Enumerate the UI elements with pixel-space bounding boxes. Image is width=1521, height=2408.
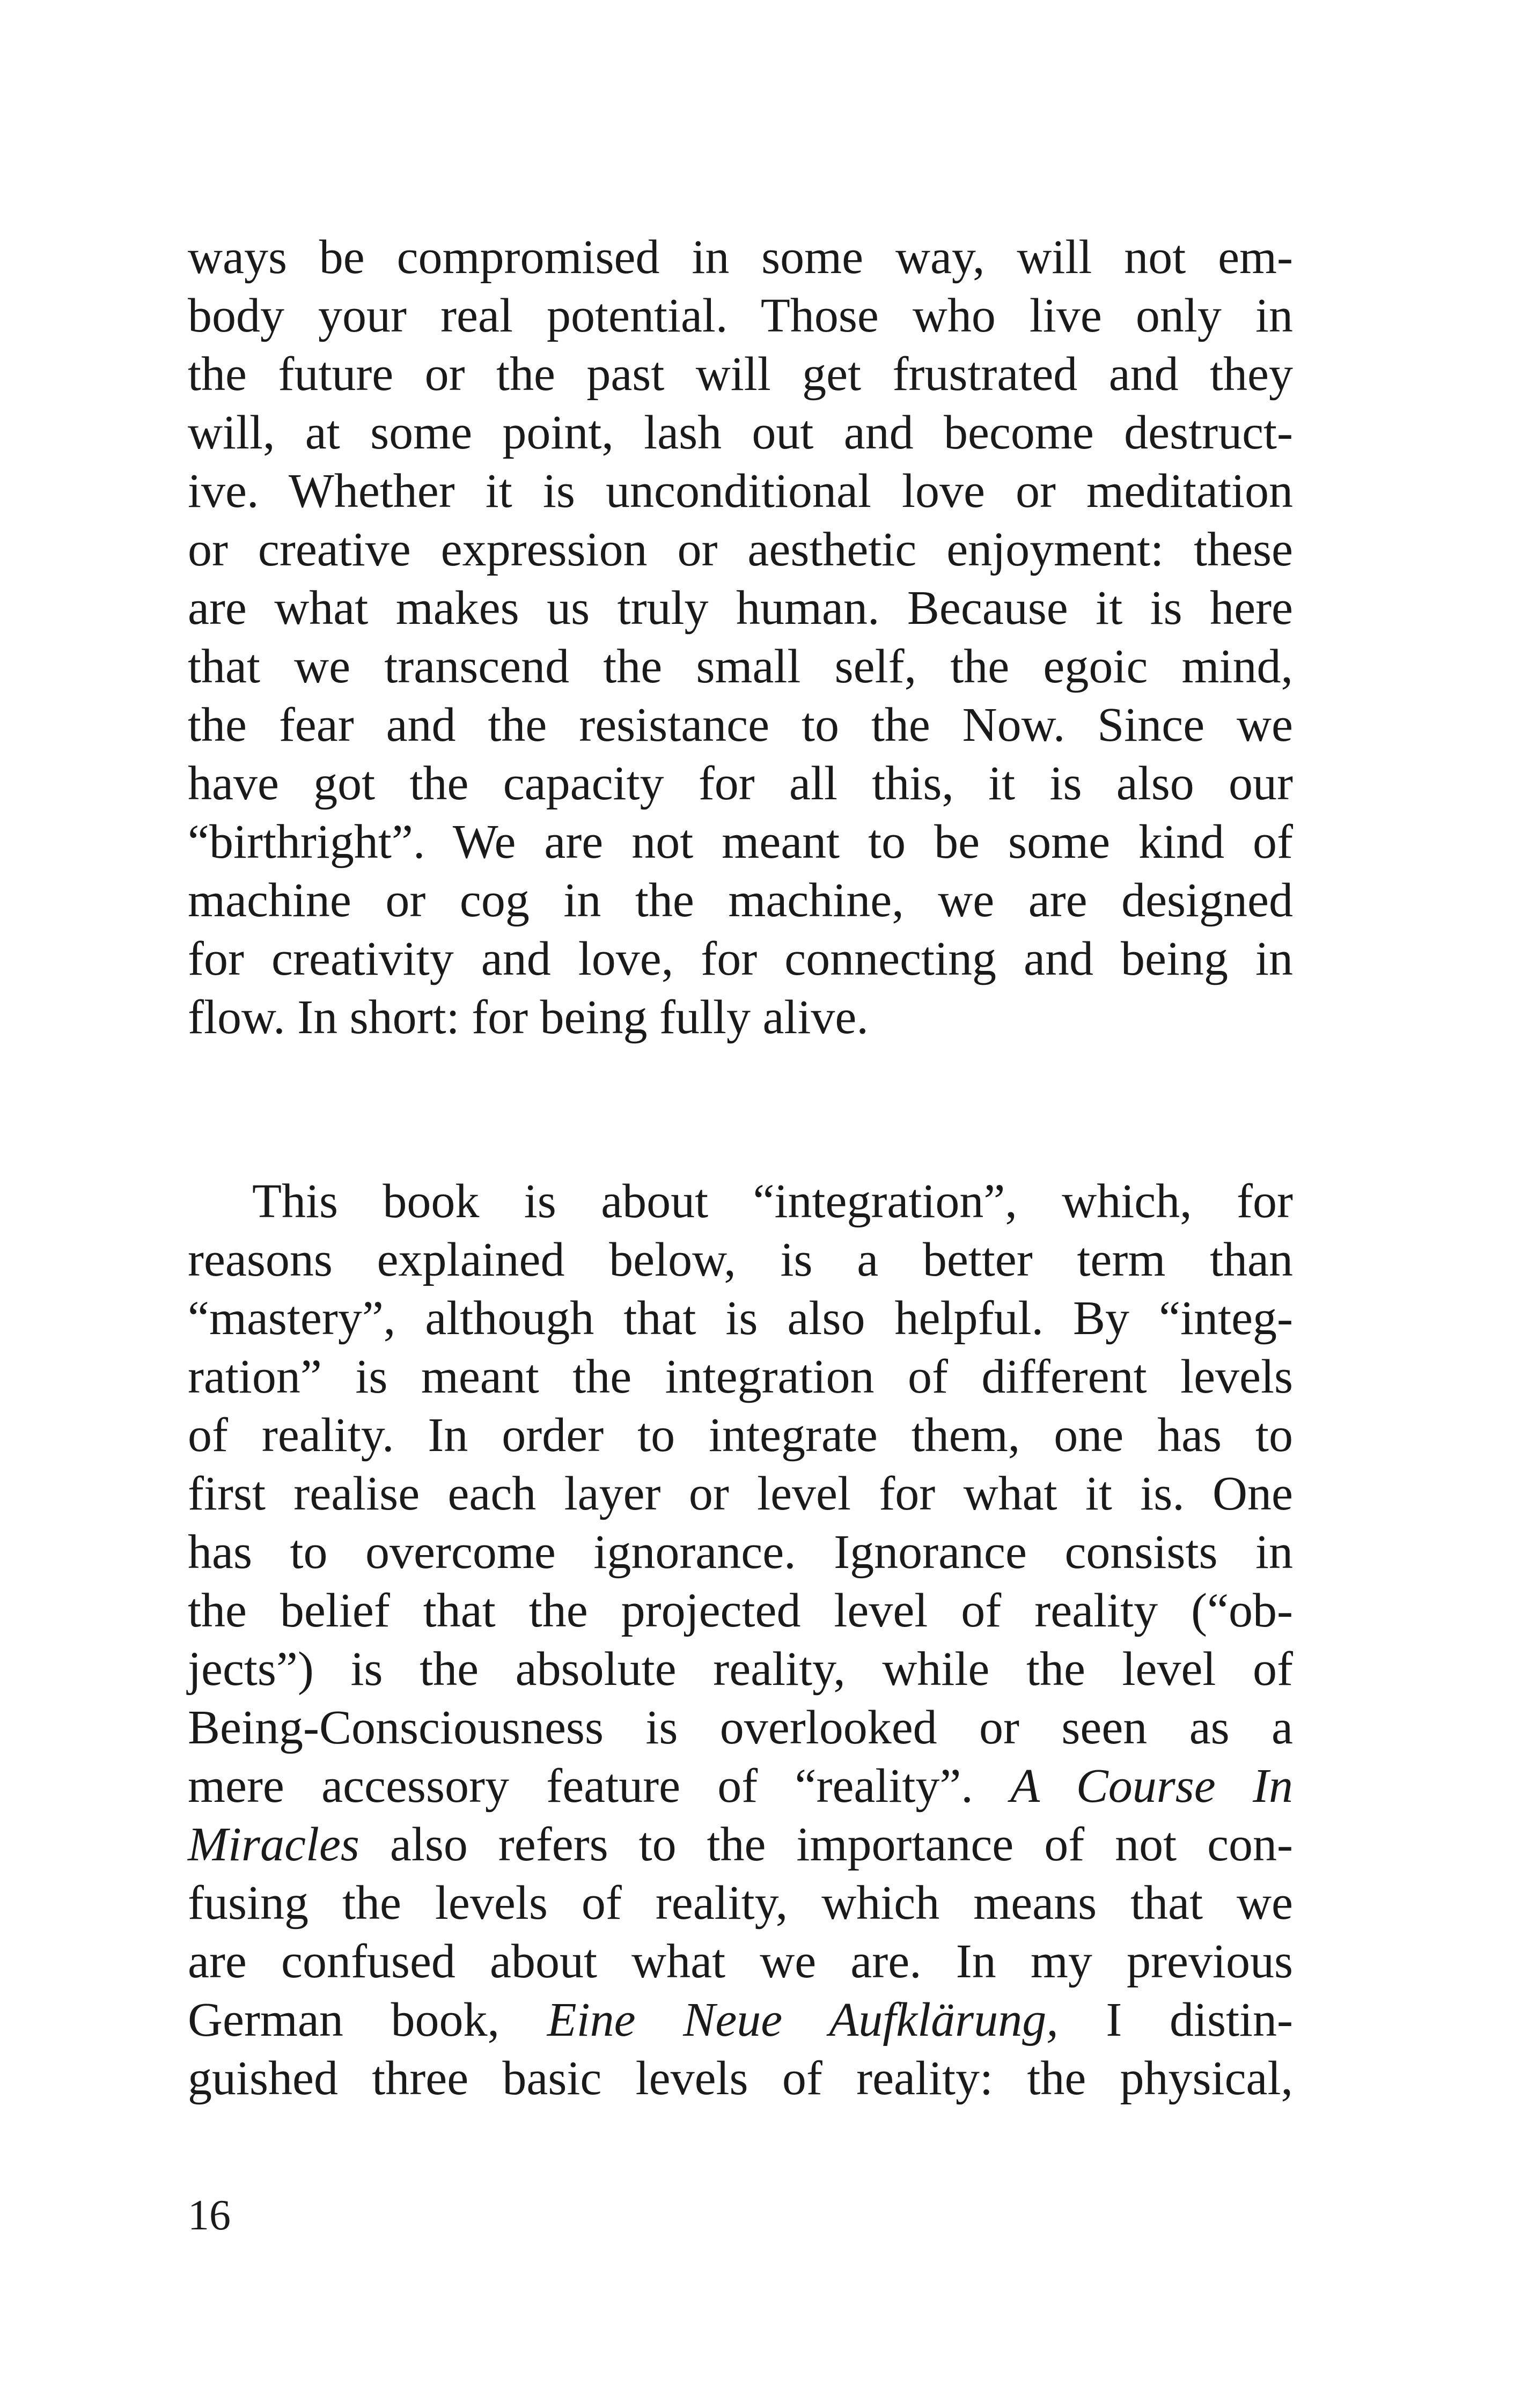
text-line: the belief that the projected level of reality (“ob- [188,1584,1293,1637]
text-line: guished three basic levels of reality: the physical, [188,2052,1293,2105]
text-line: have got the capacity for all this, it is also our [188,757,1293,810]
text-span: German book, [188,1993,500,2046]
text-line: ways be compromised in some way, will not em- [188,231,1293,284]
page-number: 16 [188,2192,231,2239]
text-line: are confused about what we are. In my previous [188,1935,1293,1988]
text-line: Being-Consciousness is overlooked or seen as a [188,1701,1293,1754]
italic-book-title: Eine Neue Aufklärung, [547,1993,1059,2046]
text-line: the future or the past will get frustrated and they [188,348,1293,401]
text-line: This book is about “integration”, which, for [252,1175,1293,1228]
text-line: “mastery”, although that is also helpful. By “integ- [188,1292,1293,1345]
text-line: machine or cog in the machine, we are designed [188,874,1293,927]
text-line: “birthright”. We are not meant to be some kind of [188,815,1293,868]
italic-book-title: Miracles [188,1818,359,1871]
text-line [188,1757,1293,1815]
text-line: has to overcome ignorance. Ignorance consists in [188,1526,1293,1579]
text-line: fusing the levels of reality, which means that we [188,1876,1293,1930]
text-line: for creativity and love, for connecting and being in [188,932,1293,985]
text-line: that we transcend the small self, the egoic mind, [188,640,1293,693]
italic-book-title: A Course In [1010,1759,1293,1813]
text-line: of reality. In order to integrate them, one has to [188,1409,1293,1462]
text-line: the fear and the resistance to the Now. Since we [188,698,1293,752]
text-span: I distin- [1106,1993,1294,2046]
text-line: jects”) is the absolute reality, while the level of [188,1643,1293,1696]
text-line: will, at some point, lash out and become destruct- [188,406,1293,459]
text-line: body your real potential. Those who live only in [188,289,1293,342]
text-span: mere accessory feature of “reality”. [188,1759,973,1813]
text-line [188,1815,1293,1874]
text-line: first realise each layer or level for what it is. One [188,1467,1293,1520]
text-line: ration” is meant the integration of different levels [188,1350,1293,1403]
text-line: or creative expression or aesthetic enjoyment: these [188,523,1293,576]
paragraph-1 [188,228,1293,1047]
paragraph-2 [188,1172,1293,2108]
text-line: are what makes us truly human. Because it is here [188,581,1293,635]
text-line: ive. Whether it is unconditional love or meditation [188,465,1293,518]
text-line [188,1991,1293,2049]
text-line: flow. In short: for being fully alive. [188,991,869,1044]
text-span: also refers to the importance of not con- [390,1818,1293,1871]
text-line: reasons explained below, is a better term than [188,1233,1293,1286]
